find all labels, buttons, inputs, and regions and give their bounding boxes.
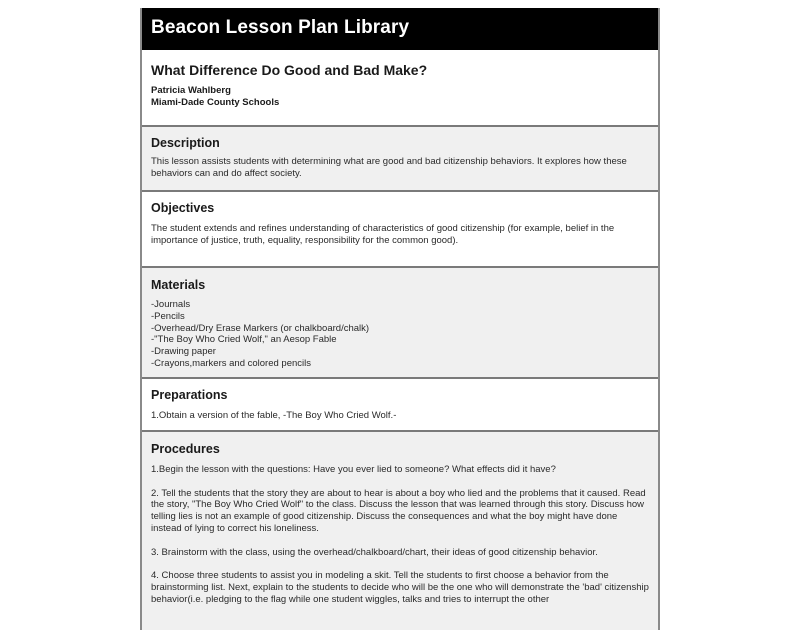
- material-item: -Crayons,markers and colored pencils: [151, 357, 311, 369]
- lesson-header: [142, 50, 658, 125]
- material-item: -Pencils: [151, 310, 185, 322]
- description-text: This lesson assists students with determining what are good and bad citizenship behaviors. It explores how these behaviors can and do affect society.: [151, 156, 627, 179]
- author-organization: Miami-Dade County Schools: [151, 97, 280, 108]
- preparations-text: 1.Obtain a version of the fable, -The Boy Who Cried Wolf.-: [151, 410, 397, 421]
- objectives-text: The student extends and refines understanding of characteristics of good citizenship (for example, belief in the importance of justice, truth, equality, responsibility for the common good).: [151, 223, 615, 246]
- site-banner: [142, 8, 658, 50]
- lesson-title: What Difference Do Good and Bad Make?: [151, 62, 428, 78]
- material-item: -"The Boy Who Cried Wolf," an Aesop Fable: [151, 334, 337, 346]
- material-item: -Overhead/Dry Erase Markers (or chalkboard/chalk): [151, 322, 370, 334]
- procedure-step: 4. Choose three students to assist you in modeling a skit. Tell the students to first choose a behavior from the brainstorming list. Next, explain to the students to decide who will be the one who will demonstrate the 'bad' citizenship behavior(i.e. pledging to the flag while one student wiggles, talks and tries to interrupt the other: [151, 570, 649, 605]
- objectives-heading: Objectives: [151, 201, 215, 215]
- procedure-step: 2. Tell the students that the story they are about to hear is about a boy who lied and the problems that it caused. Read the story, "The Boy Who Cried Wolf" to the class. Discuss the lesson that was learned through this story. Discuss how telling lies is not an example of good citizenship. Discuss the consequences and what the boy might have done instead of lying to correct his loneliness.: [151, 487, 646, 534]
- site-title: Beacon Lesson Plan Library: [151, 17, 410, 38]
- description-section: [142, 125, 658, 190]
- procedure-step: 1.Begin the lesson with the questions: Have you ever lied to someone? What effects did it have?: [151, 464, 556, 475]
- procedures-heading: Procedures: [151, 442, 220, 456]
- material-item: -Drawing paper: [151, 346, 216, 358]
- material-item: -Journals: [151, 299, 191, 310]
- description-heading: Description: [151, 136, 220, 150]
- materials-list: [151, 299, 649, 370]
- preparations-section: [142, 377, 658, 430]
- objectives-section: [142, 190, 658, 266]
- procedure-step: 3. Brainstorm with the class, using the overhead/chalkboard/chart, their ideas of good citizenship behavior.: [151, 546, 598, 558]
- preparations-heading: Preparations: [151, 388, 228, 402]
- procedures-section: [142, 430, 658, 630]
- lesson-plan-page: [140, 8, 660, 630]
- materials-heading: Materials: [151, 278, 206, 292]
- materials-section: [142, 266, 658, 377]
- author-name: Patricia Wahlberg: [151, 85, 231, 96]
